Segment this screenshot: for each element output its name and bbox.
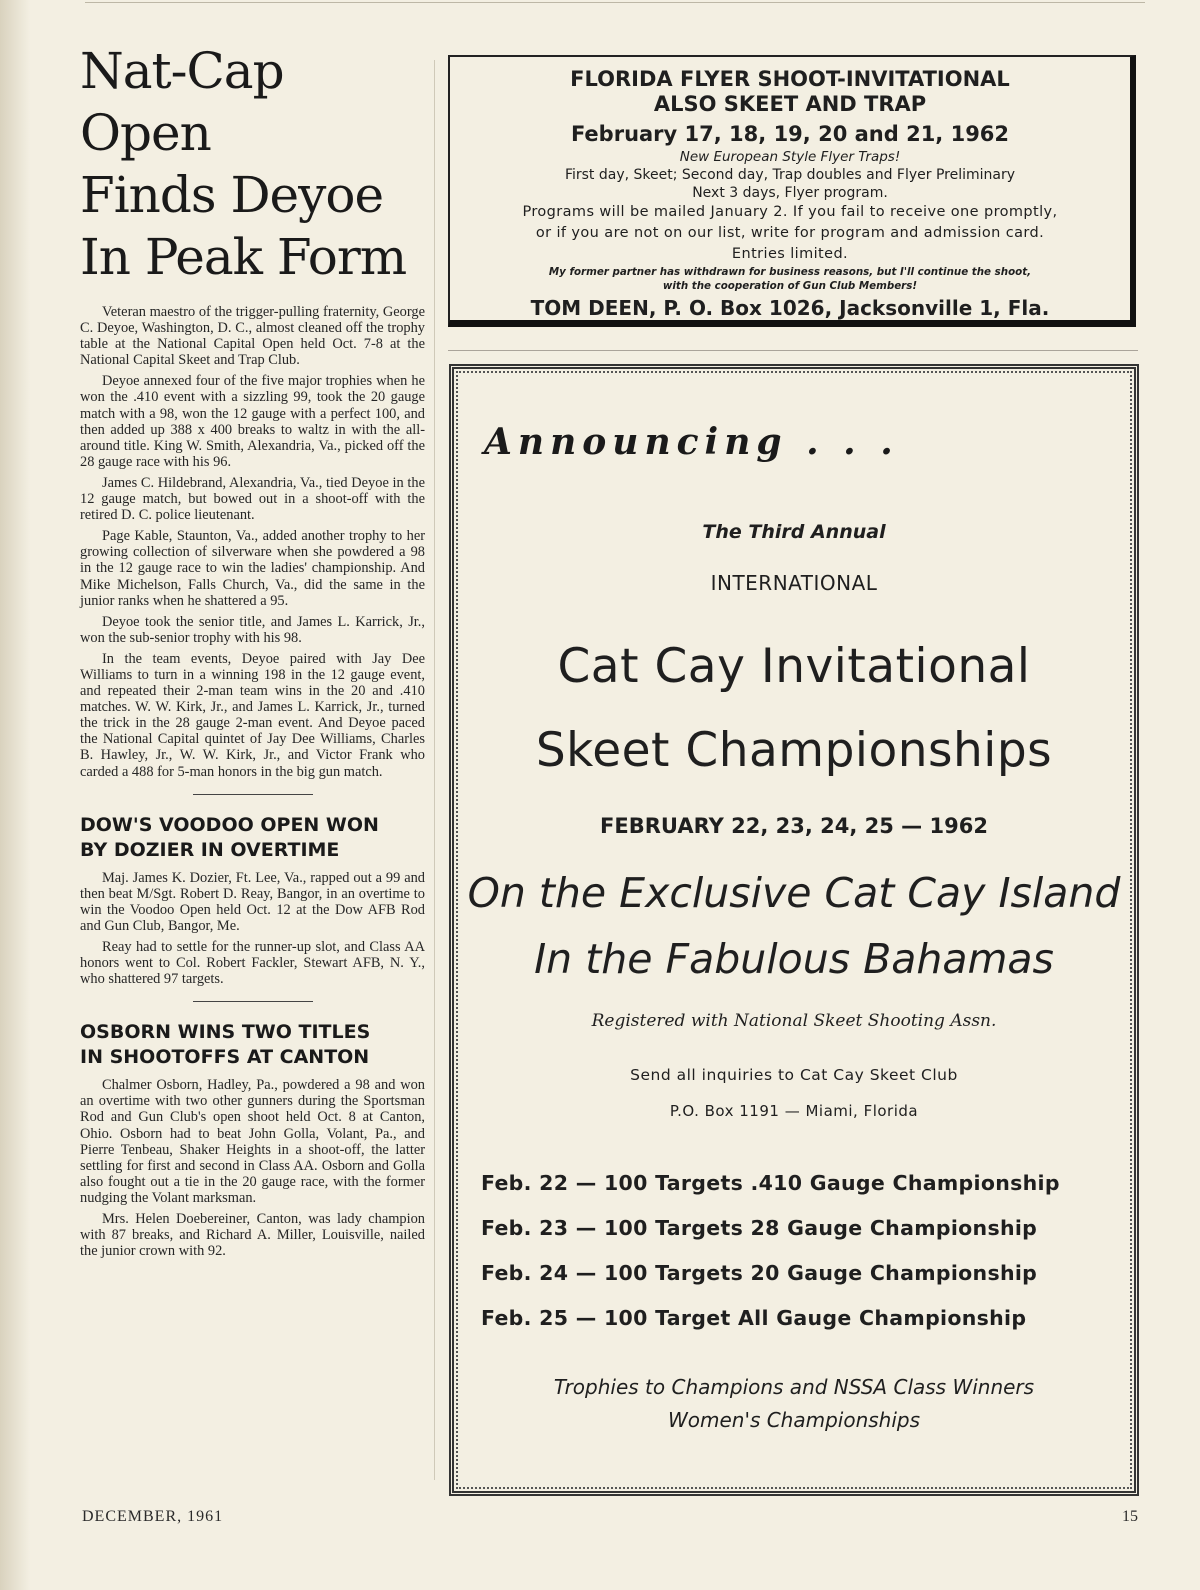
page-number: 15: [1122, 1508, 1138, 1525]
dow-heading-line: BY DOZIER IN OVERTIME: [80, 838, 340, 861]
schedule-item: Feb. 25 — 100 Target All Gauge Championship: [481, 1306, 1027, 1330]
page-spine-shadow: [0, 0, 30, 1590]
dow-paragraph: Maj. James K. Dozier, Ft. Lee, Va., rapped out a 99 and then beat M/Sgt. Robert D. Reay, Bangor, in an overtime to win the Voodoo Open held Oct. 12 at the Dow AFB Rod and Gun Club, Bangor, Me.: [80, 869, 425, 934]
event-title-line: Cat Cay Invitational: [557, 639, 1031, 694]
osborn-paragraph: Mrs. Helen Doebereiner, Canton, was lady champion with 87 breaks, and Richard A. Miller, Louisville, nailed the junior crown with 92.: [80, 1211, 425, 1260]
dow-heading-line: DOW'S VOODOO OPEN WON: [80, 813, 379, 836]
trophies-line: Trophies to Champions and NSSA Class Winners: [553, 1375, 1035, 1399]
column-divider: [434, 60, 435, 1480]
article-headline: [80, 40, 425, 288]
florida-entries: Entries limited.: [731, 246, 849, 262]
event-dates: FEBRUARY 22, 23, 24, 25 — 1962: [600, 814, 988, 838]
florida-flyer-ad: [448, 55, 1136, 327]
registered-note: Registered with National Skeet Shooting Assn.: [591, 1011, 997, 1031]
headline-line: In Peak Form: [80, 228, 407, 286]
dow-heading: [80, 813, 425, 863]
section-rule: [448, 350, 1138, 351]
florida-note-line: with the cooperation of Gun Club Members!: [662, 280, 918, 292]
florida-note-line: My former partner has withdrawn for business reasons, but I'll continue the shoot,: [548, 266, 1032, 278]
top-rule: [85, 2, 1145, 3]
article-paragraph: Page Kable, Staunton, Va., added another trophy to her growing collection of silverware when she powdered a 98 in the 12 gauge race to win the ladies' championship. And Mike Michelson, Falls Church, Va., did the same in the junior ranks when he shattered a 95.: [80, 528, 425, 609]
article-paragraph: Veteran maestro of the trigger-pulling fraternity, George C. Deyoe, Washington, D. C., almost cleaned off the trophy table at the National Capital Open held Oct. 7-8 at the National Capital Skeet and Trap Club.: [80, 304, 425, 369]
cat-cay-ad: [449, 364, 1139, 1496]
club-address: P.O. Box 1191 — Miami, Florida: [669, 1102, 919, 1120]
florida-contact: TOM DEEN, P. O. Box 1026, Jacksonville 1, Fla.: [530, 296, 1050, 320]
article-paragraph: Deyoe took the senior title, and James L. Karrick, Jr., won the sub-senior trophy with his 98.: [80, 613, 425, 646]
article-paragraph: James C. Hildebrand, Alexandria, Va., tied Deyoe in the 12 gauge match, but bowed out in a shoot-off with the retired D. C. police lieutenant.: [80, 474, 425, 524]
announcing-heading: Announcing . . .: [484, 421, 899, 463]
third-annual: The Third Annual: [702, 521, 886, 543]
dow-paragraph: Reay had to settle for the runner-up slot, and Class AA honors went to Col. Robert Fackler, Stewart AFB, N. Y., who shattered 97 targets.: [80, 939, 425, 988]
florida-programs-line: Programs will be mailed January 2. If you fail to receive one promptly,: [522, 204, 1058, 220]
trophies-note: [454, 1371, 1134, 1437]
womens-line: Women's Championships: [667, 1408, 921, 1432]
headline-line: Finds Deyoe: [80, 166, 384, 224]
schedule-item: Feb. 22 — 100 Targets .410 Gauge Championship: [481, 1171, 1060, 1195]
article-paragraph: In the team events, Deyoe paired with Jay Dee Williams to turn in a winning 198 in the 12 gauge event, and repeated their 2-man team wins in the 20 and .410 matches. W. W. Kirk, Jr., and James L. Karrick, Jr., turned the trick in the 28 gauge 2-man event. And Deyoe paced the National Capital quintet of Jay Dee Williams, Charles B. Hawley, Jr., W. W. Kirk, Jr., and Victor Frank who carded a 488 for 5-man honors in the big gun match.: [80, 650, 425, 780]
osborn-heading-line: OSBORN WINS TWO TITLES: [80, 1021, 371, 1044]
island-line: On the Exclusive Cat Cay Island: [467, 869, 1121, 917]
inquiries-line: Send all inquiries to Cat Cay Skeet Club: [630, 1066, 958, 1084]
championship-schedule: [481, 1161, 1060, 1341]
section-separator: [193, 1001, 313, 1002]
osborn-heading: [80, 1020, 425, 1070]
schedule-item: Feb. 23 — 100 Targets 28 Gauge Championship: [481, 1216, 1038, 1240]
florida-traps: New European Style Flyer Traps!: [679, 149, 901, 165]
florida-subtitle: ALSO SKEET AND TRAP: [653, 92, 927, 116]
island-line: In the Fabulous Bahamas: [534, 935, 1054, 983]
florida-dates: February 17, 18, 19, 20 and 21, 1962: [570, 122, 1010, 146]
headline-line: Nat-Cap Open: [80, 42, 284, 162]
international-label: INTERNATIONAL: [710, 571, 878, 595]
florida-schedule-line: Next 3 days, Flyer program.: [692, 185, 888, 201]
florida-programs-line: or if you are not on our list, write for program and admission card.: [535, 225, 1045, 241]
left-column: [80, 40, 425, 1264]
florida-title: FLORIDA FLYER SHOOT-INVITATIONAL: [570, 67, 1010, 91]
osborn-heading-line: IN SHOOTOFFS AT CANTON: [80, 1046, 370, 1069]
florida-schedule-line: First day, Skeet; Second day, Trap doubles and Flyer Preliminary: [564, 167, 1016, 183]
osborn-paragraph: Chalmer Osborn, Hadley, Pa., powdered a 98 and won an overtime with two other gunners during the Sportsman Rod and Gun Club's open shoot held Oct. 8 at Canton, Ohio. Osborn had to beat John Golla, Volant, Pa., and Pierre Tenbeau, Shaker Heights in a shoot-off, the latter settling for first and second in Class AA. Osborn and Golla also fought out a tie in the 20 gauge race, with the former nudging the Volant marksman.: [80, 1077, 425, 1206]
issue-date: DECEMBER, 1961: [82, 1508, 224, 1525]
schedule-item: Feb. 24 — 100 Targets 20 Gauge Championship: [481, 1261, 1038, 1285]
event-title-line: Skeet Championships: [535, 723, 1053, 778]
article-paragraph: Deyoe annexed four of the five major trophies when he won the .410 event with a sizzling 99, took the 20 gauge match with a 98, won the 12 gauge with a perfect 100, and then added up 388 x 400 breaks to waltz in with the all-around title. King W. Smith, Alexandria, Va., picked off the 28 gauge race with his 96.: [80, 373, 425, 470]
section-separator: [193, 794, 313, 795]
